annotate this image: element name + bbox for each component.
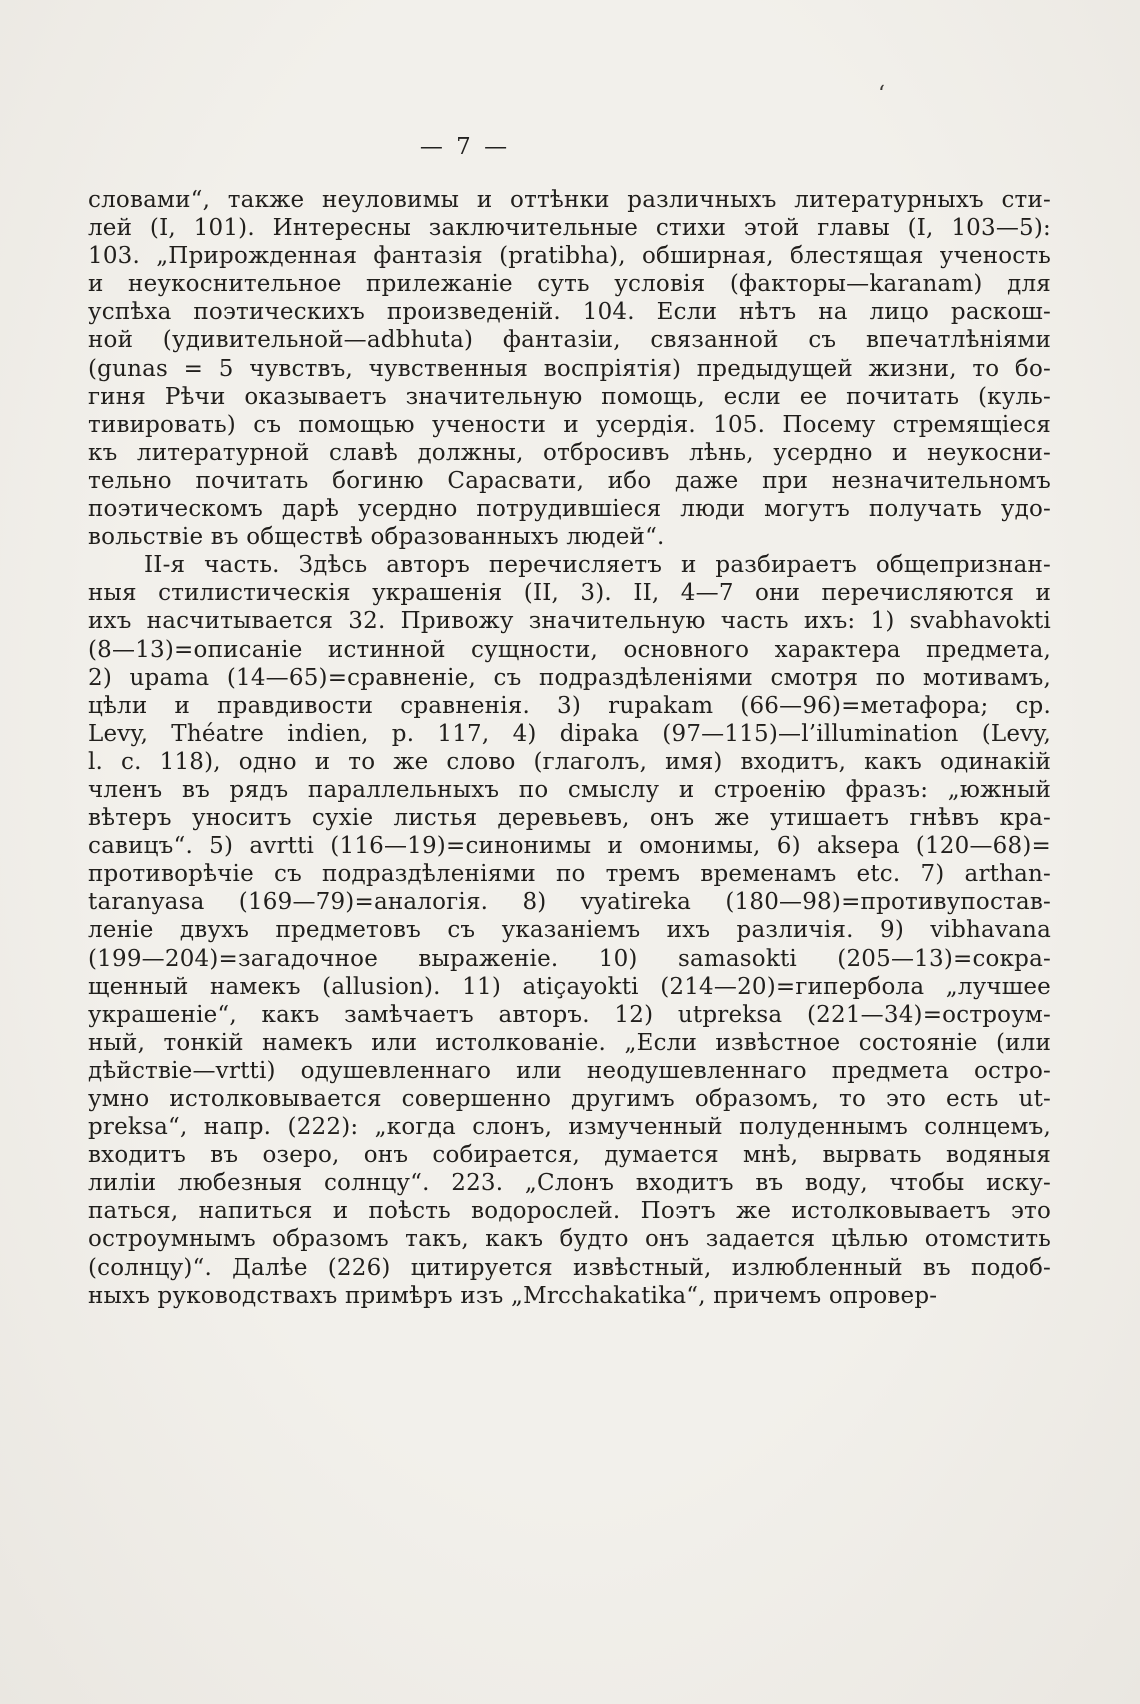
text-line: ныхъ руководствахъ примѣръ изъ „Mrcchakatika“, причемъ опровер- — [88, 1282, 938, 1309]
text-line: щенный намекъ (allusion). 11) atiçayokti (214—20)=гипербола „лучшее — [88, 973, 1051, 1000]
text-line: леніе двухъ предметовъ съ указаніемъ ихъ различія. 9) vibhavana — [88, 917, 1051, 944]
text-line: украшеніе“, какъ замѣчаетъ авторъ. 12) utpreksa (221—34)=остроум- — [88, 1001, 1051, 1028]
text-line: цѣли и правдивости сравненія. 3) rupakam (66—96)=метафора; ср. — [88, 692, 1051, 719]
text-line: тивировать) съ помощью учености и усердія. 105. Посему стремящіеся — [88, 411, 1051, 438]
text-line: словами“, также неуловимы и оттѣнки различныхъ литературныхъ сти- — [88, 187, 1051, 213]
text-line: (gunas = 5 чувствъ, чувственныя воспріятія) предыдущей жизни, то бо- — [88, 355, 1051, 382]
text-line: 2) upama (14—65)=сравненіе, съ подраздѣленіями смотря по мотивамъ, — [88, 664, 1051, 691]
text-line: (8—13)=описаніе истинной сущности, основного характера предмета, — [88, 636, 1051, 663]
text-line: остроумнымъ образомъ такъ, какъ будто онъ задается цѣлью отомстить — [88, 1226, 1051, 1253]
page-number-header: — 7 — — [419, 134, 511, 160]
text-line: ный, тонкій намекъ или истолкованіе. „Если извѣстное состояніе (или — [88, 1029, 1051, 1056]
text-line: ной (удивительной—adbhuta) фантазіи, связанной съ впечатлѣніями — [88, 327, 1051, 354]
text-block — [88, 186, 1051, 1310]
text-line: вольствіе въ обществѣ образованныхъ людей“. — [88, 524, 665, 551]
text-line: 103. „Прирожденная фантазія (pratibha), обширная, блестящая ученость — [88, 243, 1051, 270]
text-line: лиліи любезныя солнцу“. 223. „Слонъ входитъ въ воду, чтобы иску- — [88, 1170, 1051, 1197]
ink-mark-artifact: ‘ — [878, 82, 885, 107]
text-line: савицъ“. 5) avrtti (116—19)=синонимы и омонимы, 6) aksepa (120—68)= — [88, 833, 1051, 860]
text-line: успѣха поэтическихъ произведеній. 104. Если нѣтъ на лицо раскош- — [88, 299, 1051, 326]
text-line: лей (I, 101). Интересны заключительные стихи этой главы (I, 103—5): — [88, 215, 1051, 242]
text-line: ихъ насчитывается 32. Привожу значительную часть ихъ: 1) svabhavokti — [88, 608, 1051, 635]
text-line: дѣйствіе—vrtti) одушевленнаго или неодушевленнаго предмета остро- — [88, 1057, 1051, 1084]
text-line: входитъ въ озеро, онъ собирается, думается мнѣ, вырвать водяныя — [88, 1142, 1051, 1169]
text-line: (солнцу)“. Далѣе (226) цитируется извѣстный, излюбленный въ подоб- — [88, 1254, 1051, 1281]
text-line: l. c. 118), одно и то же слово (глаголъ, имя) входитъ, какъ одинакій — [88, 748, 1051, 775]
text-line: противорѣчіе съ подраздѣленіями по тремъ временамъ etc. 7) arthan- — [88, 861, 1051, 888]
text-line: taranyasa (169—79)=аналогія. 8) vyatireka (180—98)=противупостав- — [88, 889, 1051, 916]
text-line: къ литературной славѣ должны, отбросивъ лѣнь, усердно и неукосни- — [88, 439, 1051, 466]
text-line: II-я часть. Здѣсь авторъ перечисляетъ и разбираетъ общепризнан- — [144, 552, 1051, 579]
text-line: членъ въ рядъ параллельныхъ по смыслу и строенію фразъ: „южный — [88, 776, 1051, 803]
text-line: поэтическомъ дарѣ усердно потрудившіеся люди могутъ получать удо- — [88, 496, 1051, 523]
text-line: гиня Рѣчи оказываетъ значительную помощь, если ее почитать (куль- — [88, 383, 1051, 410]
text-line: вѣтеръ уноситъ сухіе листья деревьевъ, онъ же утишаетъ гнѣвъ кра- — [88, 805, 1051, 832]
text-line: тельно почитать богиню Сарасвати, ибо даже при незначительномъ — [88, 467, 1051, 494]
text-line: умно истолковывается совершенно другимъ образомъ, то это есть ut- — [88, 1086, 1051, 1112]
text-line: preksa“, напр. (222): „когда слонъ, измученный полуденнымъ солнцемъ, — [88, 1114, 1051, 1141]
text-line: паться, напиться и поѣсть водорослей. Поэтъ же истолковываетъ это — [88, 1198, 1051, 1225]
text-line: Levy, Théatre indien, p. 117, 4) dipaka (97—115)—l’illumination (Levy, — [88, 720, 1051, 747]
text-line: (199—204)=загадочное выраженіе. 10) samasokti (205—13)=сокра- — [88, 945, 1051, 972]
text-line: и неукоснительное прилежаніе суть условія (факторы—karanam) для — [88, 271, 1051, 298]
text-line: ныя стилистическія украшенія (II, 3). II, 4—7 они перечисляются и — [88, 580, 1051, 607]
